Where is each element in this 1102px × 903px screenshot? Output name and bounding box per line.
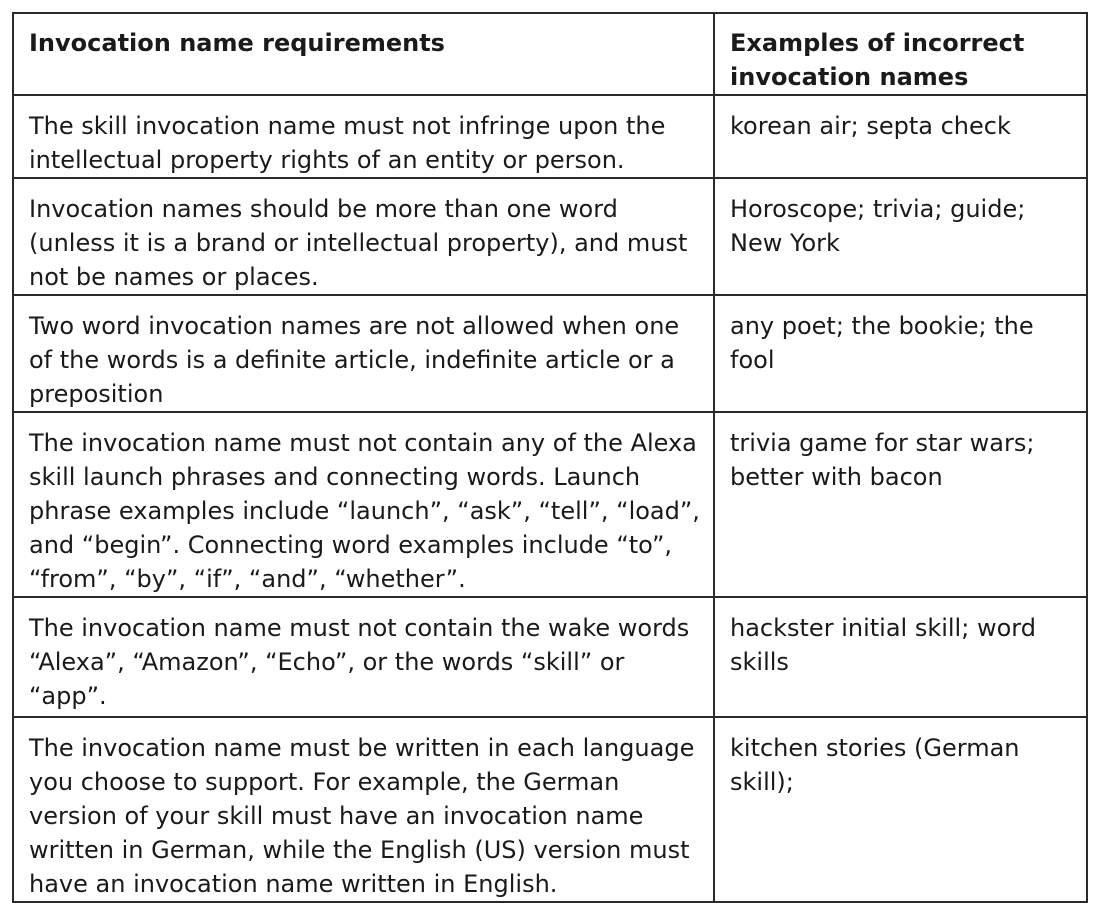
header-incorrect-examples: Examples of incorrect invocation names xyxy=(714,13,1087,95)
table-header-row xyxy=(13,13,1087,95)
examples-cell: hackster initial skill; word skills xyxy=(714,597,1087,717)
table-row xyxy=(13,178,1087,295)
table-row xyxy=(13,597,1087,717)
requirement-cell: The invocation name must not contain the wake words “Alexa”, “Amazon”, “Echo”, or the words “skill” or “app”. xyxy=(13,597,714,717)
invocation-requirements-table xyxy=(12,12,1088,903)
header-requirements: Invocation name requirements xyxy=(13,13,714,95)
table-row xyxy=(13,95,1087,178)
requirement-cell: The invocation name must be written in each language you choose to support. For example, the German version of your skill must have an invocation name written in German, while the English (US) version must have an invocation name written in English. xyxy=(13,717,714,902)
requirement-cell: Two word invocation names are not allowed when one of the words is a definite article, indefinite article or a preposition xyxy=(13,295,714,412)
requirement-cell: The invocation name must not contain any of the Alexa skill launch phrases and connecting words. Launch phrase examples include “launch”, “ask”, “tell”, “load”, and “begin”. Connecting word examples include “to”, “from”, “by”, “if”, “and”, “whether”. xyxy=(13,412,714,597)
requirement-cell: The skill invocation name must not infringe upon the intellectual property rights of an entity or person. xyxy=(13,95,714,178)
examples-cell: kitchen stories (German skill); xyxy=(714,717,1087,902)
table-row xyxy=(13,295,1087,412)
examples-cell: any poet; the bookie; the fool xyxy=(714,295,1087,412)
examples-cell: korean air; septa check xyxy=(714,95,1087,178)
examples-cell: trivia game for star wars; better with bacon xyxy=(714,412,1087,597)
examples-cell: Horoscope; trivia; guide; New York xyxy=(714,178,1087,295)
table-row xyxy=(13,412,1087,597)
table-row xyxy=(13,717,1087,902)
requirement-cell: Invocation names should be more than one word (unless it is a brand or intellectual property), and must not be names or places. xyxy=(13,178,714,295)
